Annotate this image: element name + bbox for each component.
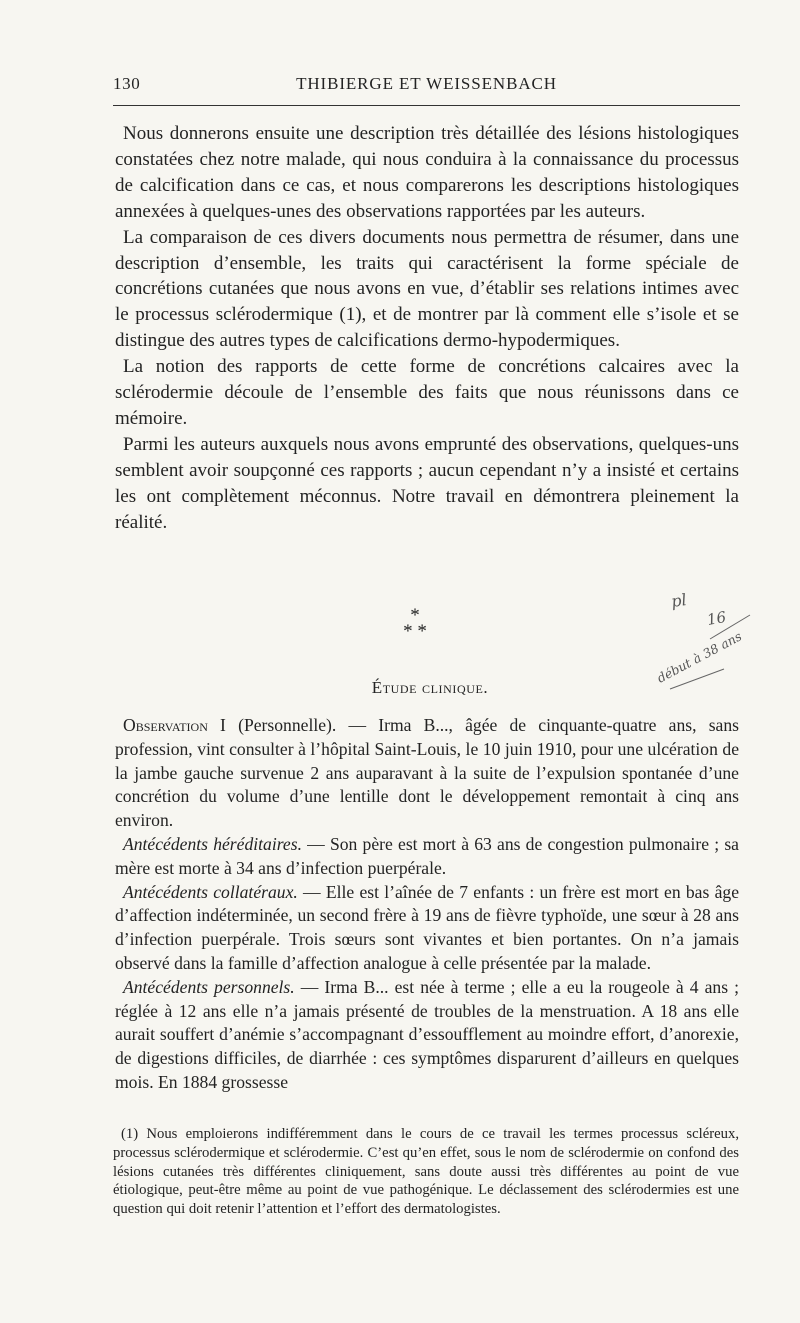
- paragraph: La comparaison de ces divers documents nous permettra de résumer, dans une description d’ensemble, les traits qui caractérisent la forme spéciale de concrétions cutanées que nous avons en vue, d’établir ses relations intimes avec le processus sclérodermique (1), et de montrer par là comment elle s’isole et se distingue des autres types de calcifications dermo-hypodermiques.: [115, 226, 739, 352]
- handwritten-line-3: début à 38 ans: [654, 628, 745, 686]
- paragraph: Nous donnerons ensuite une description très détaillée des lésions histologiques constatées chez notre malade, qui nous conduira à la connaissance du processus de calcification dans ce cas, et nous comparerons les descriptions histologiques annexées à quelques-unes des observations rapportées par les auteurs.: [115, 123, 739, 222]
- antecedent-label: Antécédents héréditaires.: [123, 833, 302, 854]
- antecedent-paragraph: Antécédents personnels. — Irma B... est née à terme ; elle a eu la rougeole à 4 ans ; réglée à 12 ans elle n’a jamais présenté de troubles de la menstruation. A 18 ans elle aurait souffert d’anémie s’accompagnant d’essoufflement au moindre effort, d’anorexie, de digestions difficiles, de diarrhée : ces symptômes disparurent d’ailleurs en quelques mois. En 1884 grossesse: [115, 976, 739, 1092]
- observation-text: [115, 714, 739, 1095]
- asterism: [390, 605, 440, 642]
- antecedent-paragraph: Antécédents héréditaires. — Son père est mort à 63 ans de congestion pulmonaire ; sa mère est morte à 34 ans d’infection puerpérale.: [115, 833, 739, 878]
- handwritten-note-svg: [650, 585, 770, 695]
- observation-paragraph: Observation I (Personnelle). — Irma B..., âgée de cinquante-quatre ans, sans profession, vint consulter à l’hôpital Saint-Louis, le 10 juin 1910, pour une ulcération de la jambe gauche survenue 2 ans auparavant à la suite de l’expulsion spontanée d’une concrétion du volume d’une lentille dont le développement remontait à cinq ans environ.: [115, 715, 739, 831]
- section-title: Étude clinique.: [371, 678, 489, 697]
- page-number: 130: [113, 74, 141, 93]
- handwritten-annotation: [650, 585, 770, 695]
- handwritten-line-1: pl: [669, 590, 688, 611]
- asterism-top: *: [410, 605, 420, 626]
- footnote-text: (1) Nous emploierons indifféremment dans le cours de ce travail les termes processus scléreux, processus sclérodermique et sclérodermie. C’est qu’en effet, sous le nom de sclérodermie on confond des lésions cutanées très différentes cliniquement, sans doute aussi très différentes au point de vue étiologique, peut-être même au point de vue pathogénique. Le déclassement des sclérodermies est une question qui doit retenir l’attention et l’effort des dermatologistes.: [113, 1126, 739, 1218]
- antecedent-label: Antécédents collatéraux.: [123, 881, 298, 902]
- intro-text: [115, 121, 739, 536]
- footnote: [113, 1125, 739, 1219]
- paragraph: La notion des rapports de cette forme de concrétions calcaires avec la sclérodermie découle de l’ensemble des faits que nous réunissons dans ce mémoire.: [115, 356, 739, 429]
- page-header: [113, 74, 740, 94]
- asterism-bottom: * *: [403, 621, 427, 642]
- paragraph: Parmi les auteurs auxquels nous avons emprunté des observations, quelques-uns semblent avoir soupçonné ces rapports ; aucun cependant n’y a insisté et certains les ont complètement méconnus. Notre travail en démontrera pleinement la réalité.: [115, 433, 739, 533]
- antecedent-paragraph: Antécédents collatéraux. — Elle est l’aînée de 7 enfants : un frère est mort en bas âge d’affection indéterminée, un second frère à 19 ans de fièvre typhoïde, une sœur à 28 ans d’infection puerpérale. Trois sœurs sont vivantes et bien portantes. On n’a jamais observé dans la famille d’affection analogue à celle présentée par la malade.: [115, 881, 740, 973]
- header-rule: [113, 105, 740, 106]
- running-head: THIBIERGE ET WEISSENBACH: [296, 74, 557, 93]
- observation-label: Observation: [123, 715, 208, 735]
- handwritten-line-2: 16: [705, 607, 728, 629]
- antecedent-label: Antécédents personnels.: [123, 976, 295, 997]
